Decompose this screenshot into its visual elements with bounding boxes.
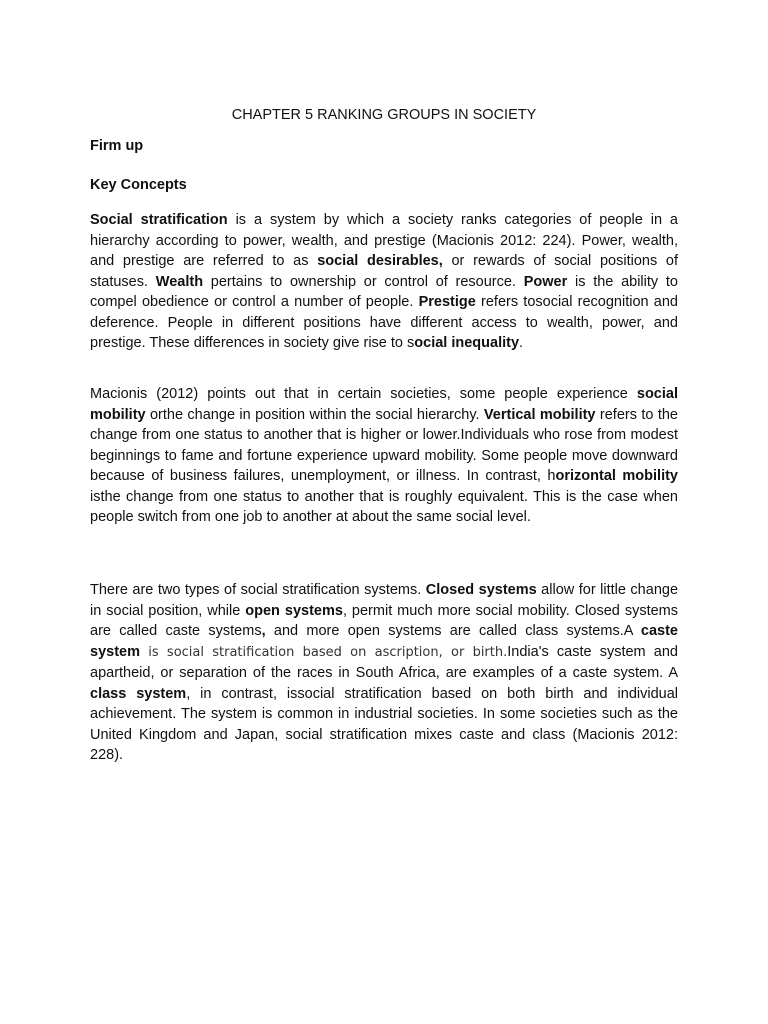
bold-term: Social stratification [90, 212, 228, 228]
text-run: pertains to ownership or control of resource. [203, 273, 524, 290]
bold-term: social mobility [90, 386, 678, 423]
text-run: , in contrast, issocial stratification based on both birth and individual achievement. The system is common in industrial societies. In some societies such as the United Kingdom and Japan, social stratification mixes caste and class (Macionis 2012: 228). [90, 685, 679, 763]
subsection-heading: Key Concepts [90, 177, 187, 193]
paragraph-social-mobility [90, 384, 678, 528]
text-run: . [519, 335, 524, 351]
bold-term: Wealth [155, 273, 204, 290]
text-run: refers to the change from one status to another that is higher or lower.Individuals who rose from modest beginnings to fame and fortune experience upward mobility. Some people move downward because of business failures, unemployment, or illness. In contrast, h [90, 406, 678, 484]
text-run: or rewards of social positions of statuses. [90, 253, 678, 290]
text-run: allow for little change in social position, while [90, 582, 679, 619]
bold-term: orizontal mobility [555, 468, 678, 484]
section-heading: Firm up [90, 138, 144, 154]
text-run: is the ability to compel obedience or control a number of people. [90, 273, 678, 310]
text-run: , permit much more social mobility. Closed systems are called caste systems [90, 602, 678, 639]
bold-term: Closed systems [425, 582, 537, 598]
bold-term: Power [523, 273, 568, 290]
paragraph-stratification-systems [90, 580, 678, 766]
text-run: isthe change from one status to another that is roughly equivalent. This is the case when people switch from one job to another at about the same social level. [90, 488, 678, 525]
bold-term: class system [90, 685, 187, 702]
text-run: is a system by which a society ranks categories of people in a hierarchy according to power, wealth, and prestige (Macionis 2012: 224). Power, wealth, and prestige are referred to as [90, 212, 678, 269]
bold-term: social desirables, [317, 253, 443, 269]
text-run: orthe change in position within the social hierarchy. [145, 406, 484, 423]
paragraph-social-stratification [90, 210, 678, 354]
text-run: There are two types of social stratification systems. [90, 582, 426, 598]
bold-term: Vertical mobility [483, 406, 596, 423]
bold-term: caste system [90, 623, 678, 660]
bold-term: , [261, 623, 266, 639]
chapter-title: CHAPTER 5 RANKING GROUPS IN SOCIETY [231, 107, 537, 123]
text-run: Macionis (2012) points out that in certain societies, some people experience [90, 386, 637, 402]
text-run: and more open systems are called class systems.A [265, 623, 641, 639]
text-run: refers tosocial recognition and deference. People in different positions have different access to wealth, power, and prestige. These differences in society give rise to s [90, 294, 678, 351]
text-run: India's caste system and apartheid, or separation of the races in South Africa, are examples of a caste system. A [90, 643, 678, 681]
bold-term: Prestige [418, 294, 476, 310]
text-run: is social stratification based on ascription, or birth. [139, 644, 508, 660]
bold-term: ocial inequality [414, 335, 520, 351]
bold-term: open systems [245, 602, 343, 619]
